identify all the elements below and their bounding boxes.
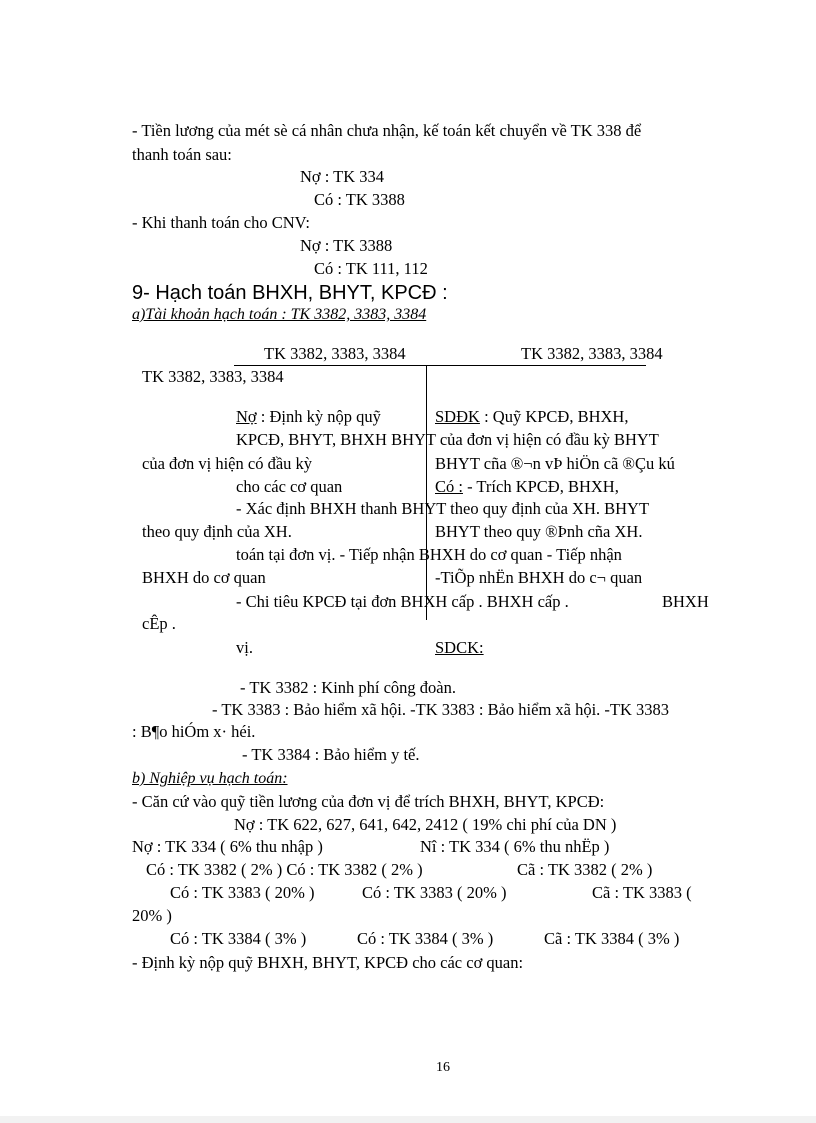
section-heading: 9- Hạch toán BHXH, BHYT, KPCĐ : <box>132 282 448 304</box>
taccount-horizontal-rule <box>234 365 646 366</box>
body-line: - Tiền lương của mét sè cá nhân chưa nhận, kế toán kết chuyển về TK 338 để <box>132 121 642 140</box>
taccount-line: -TiÕp nhËn BHXH do c¬ quan <box>435 568 643 587</box>
journal-debit: Nợ : TK 3388 <box>300 236 393 255</box>
taccount-header-right: TK 3382, 3383, 3384 <box>521 344 663 363</box>
taccount-line: KPCĐ, BHYT, BHXH BHYT của đơn vị hiện có đầu kỳ BHYT <box>236 430 659 449</box>
taccount-line: theo quy định của XH. <box>142 522 292 541</box>
credit-label: Có : <box>435 477 463 496</box>
taccount-debit-line <box>236 407 381 427</box>
taccount-line: - Chi tiêu KPCĐ tại đơn BHXH cấp . BHXH cấp . <box>236 592 569 611</box>
closing-balance-label: SDCK: <box>435 638 484 657</box>
taccount-line: BHXH <box>662 592 709 611</box>
journal-credit: Cã : TK 3382 ( 2% ) <box>517 860 653 879</box>
account-description: : B¶o hiÓm x· héi. <box>132 722 256 741</box>
taccount-header-wrap: TK 3382, 3383, 3384 <box>142 367 284 386</box>
taccount-vertical-rule <box>426 365 427 620</box>
journal-credit: Cã : TK 3384 ( 3% ) <box>544 929 680 948</box>
body-line: thanh toán sau: <box>132 145 232 164</box>
taccount-line: cÊp . <box>142 614 176 633</box>
journal-credit: Cã : TK 3383 ( <box>592 883 692 902</box>
body-line: - Khi thanh toán cho CNV: <box>132 213 310 232</box>
taccount-header-left: TK 3382, 3383, 3384 <box>264 344 406 363</box>
account-description: - TK 3382 : Kinh phí công đoàn. <box>240 678 457 697</box>
credit-text: - Trích KPCĐ, BHXH, <box>462 477 619 496</box>
taccount-line: của đơn vị hiện có đầu kỳ <box>142 454 313 473</box>
journal-credit: Có : TK 3388 <box>314 190 405 209</box>
journal-credit: Có : TK 3384 ( 3% ) <box>170 929 307 948</box>
journal-credit: Có : TK 111, 112 <box>314 259 428 278</box>
opening-balance-label: SDĐK <box>435 407 480 426</box>
page-number: 16 <box>436 1060 450 1075</box>
journal-debit: Nî : TK 334 ( 6% thu nhËp ) <box>420 837 610 856</box>
journal-debit: Nợ : TK 334 <box>300 167 385 186</box>
page-bottom-edge <box>0 1116 816 1123</box>
taccount-line: toán tại đơn vị. - Tiếp nhận BHXH do cơ quan - Tiếp nhận <box>236 545 622 564</box>
account-description: - TK 3384 : Bảo hiểm y tế. <box>242 745 420 764</box>
taccount-line: cho các cơ quan <box>236 477 343 496</box>
journal-debit: Nợ : TK 334 ( 6% thu nhập ) <box>132 837 323 856</box>
subsection-heading: a)Tài khoản hạch toán : TK 3382, 3383, 3384 <box>132 306 427 323</box>
taccount-line: BHXH do cơ quan <box>142 568 266 587</box>
journal-credit: Có : TK 3383 ( 20% ) <box>170 883 315 902</box>
taccount-credit-line <box>435 407 628 427</box>
taccount-line: - Xác định BHXH thanh BHYT theo quy định của XH. BHYT <box>236 499 650 518</box>
taccount-credit-line <box>435 477 619 497</box>
journal-credit: Có : TK 3384 ( 3% ) <box>357 929 494 948</box>
taccount-line: BHYT cña ®¬n vÞ hiÖn cã ®Çu kú <box>435 454 675 473</box>
account-description: - TK 3383 : Bảo hiểm xã hội. -TK 3383 : Bảo hiểm xã hội. -TK 3383 <box>212 700 670 719</box>
journal-credit: Có : TK 3382 ( 2% ) Có : TK 3382 ( 2% ) <box>146 860 423 879</box>
body-line: - Định kỳ nộp quỹ BHXH, BHYT, KPCĐ cho các cơ quan: <box>132 953 524 972</box>
taccount-line: vị. <box>236 638 253 657</box>
journal-credit: 20% ) <box>132 906 172 925</box>
journal-debit: Nợ : TK 622, 627, 641, 642, 2412 ( 19% chi phí của DN ) <box>234 815 617 834</box>
journal-credit: Có : TK 3383 ( 20% ) <box>362 883 507 902</box>
subsection-heading: b) Nghiệp vụ hạch toán: <box>132 770 288 787</box>
taccount-line: BHYT theo quy ®Þnh cña XH. <box>435 522 643 541</box>
debit-label: Nợ <box>236 407 257 426</box>
debit-text: : Định kỳ nộp quỹ <box>256 407 381 426</box>
body-line: - Căn cứ vào quỹ tiền lương của đơn vị để trích BHXH, BHYT, KPCĐ: <box>132 792 605 811</box>
credit-text: : Quỹ KPCĐ, BHXH, <box>479 407 629 426</box>
